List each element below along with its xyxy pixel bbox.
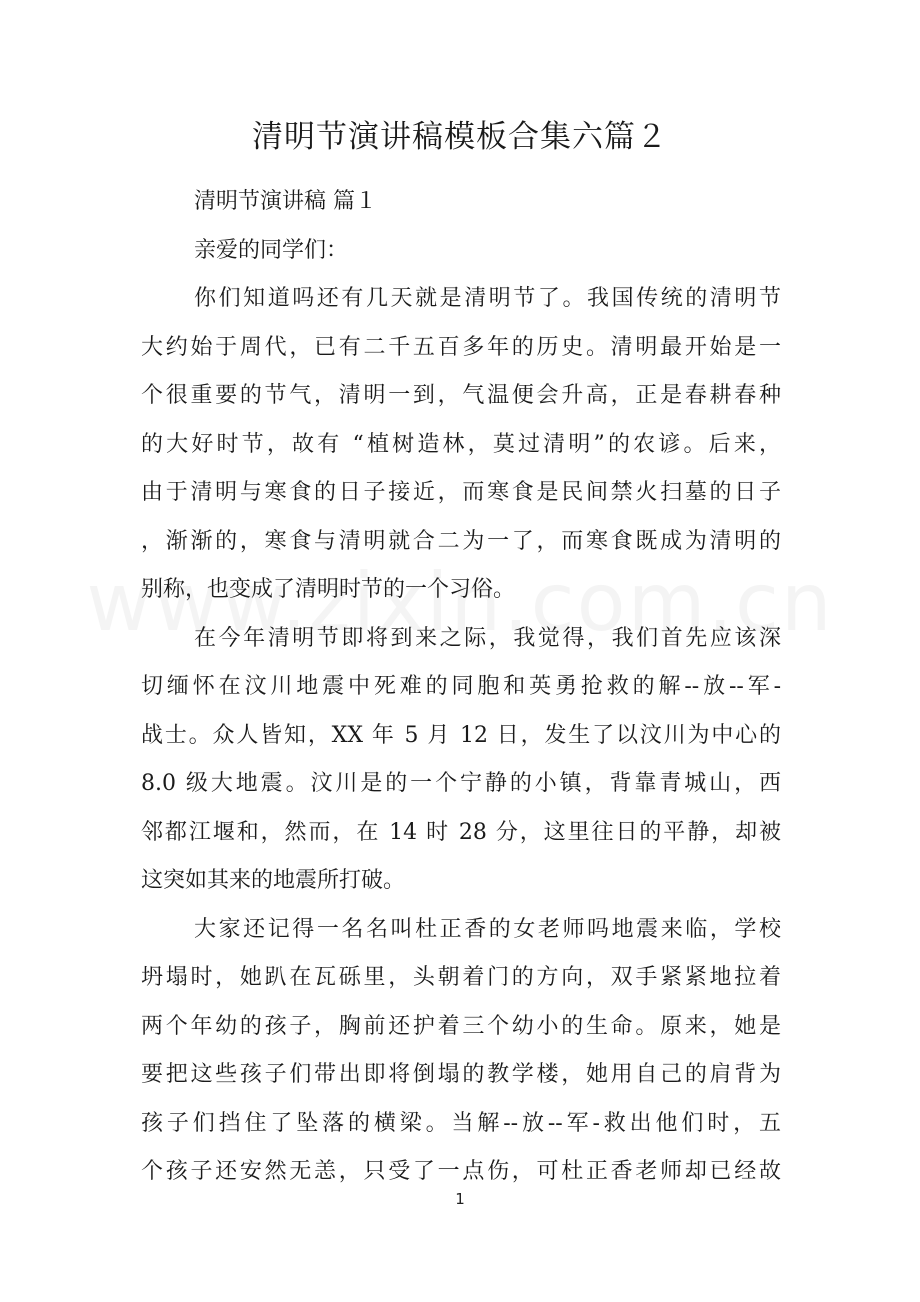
text-line: 切缅怀在汶川地震中死难的同胞和英勇抢救的解--放--军- (141, 674, 781, 699)
text-line: 你们知道吗还有几天就是清明节了。我国传统的清明节 (194, 286, 781, 311)
text-line: 两个年幼的孩子，胸前还护着三个幼小的生命。原来，她是 (141, 1013, 781, 1039)
text-line: 别称，也变成了清明时节的一个习俗。 (141, 577, 516, 602)
page-number: 1 (455, 1190, 465, 1208)
text-line: 战士。众人皆知，XX 年 5 月 12 日，发生了以汶川为中心的 (141, 722, 781, 748)
text-line: 坍塌时，她趴在瓦砾里，头朝着门的方向，双手紧紧地拉着 (141, 965, 781, 990)
text-line: 这突如其来的地震所打破。 (141, 868, 406, 893)
text-line: 在今年清明节即将到来之际，我觉得，我们首先应该深 (194, 625, 781, 651)
text-line: 个孩子还安然无恙，只受了一点伤，可杜正香老师却已经故 (141, 1159, 781, 1184)
text-line: 的大好时节，故有 “植树造林，莫过清明”的农谚。后来， (141, 431, 781, 457)
text-line: 由于清明与寒食的日子接近，而寒食是民间禁火扫墓的日子 (141, 480, 781, 505)
text-line: 亲爱的同学们： (194, 237, 349, 263)
text-line: 清明节演讲稿 篇１ (194, 189, 377, 214)
text-line: ，渐渐的，寒食与清明就合二为一了，而寒食既成为清明的 (141, 528, 781, 554)
document-body (141, 178, 781, 1197)
text-line: 个很重要的节气，清明一到，气温便会升高，正是春耕春种 (141, 383, 781, 408)
text-line: 大家还记得一名名叫杜正香的女老师吗地震来临，学校 (194, 916, 781, 942)
text-line: 孩子们挡住了坠落的横梁。当解--放--军-救出他们时，五 (141, 1110, 781, 1136)
text-line: 大约始于周代，已有二千五百多年的历史。清明最开始是一 (141, 334, 781, 360)
text-line: 8.0 级大地震。汶川是的一个宁静的小镇，背靠青城山，西 (141, 771, 781, 796)
text-line: 邻都江堰和，然而，在 14 时 28 分，这里往日的平静，却被 (141, 819, 781, 845)
document-title: 清明节演讲稿模板合集六篇２ (252, 119, 668, 155)
text-line: 要把这些孩子们带出即将倒塌的教学楼，她用自己的肩背为 (141, 1062, 781, 1087)
